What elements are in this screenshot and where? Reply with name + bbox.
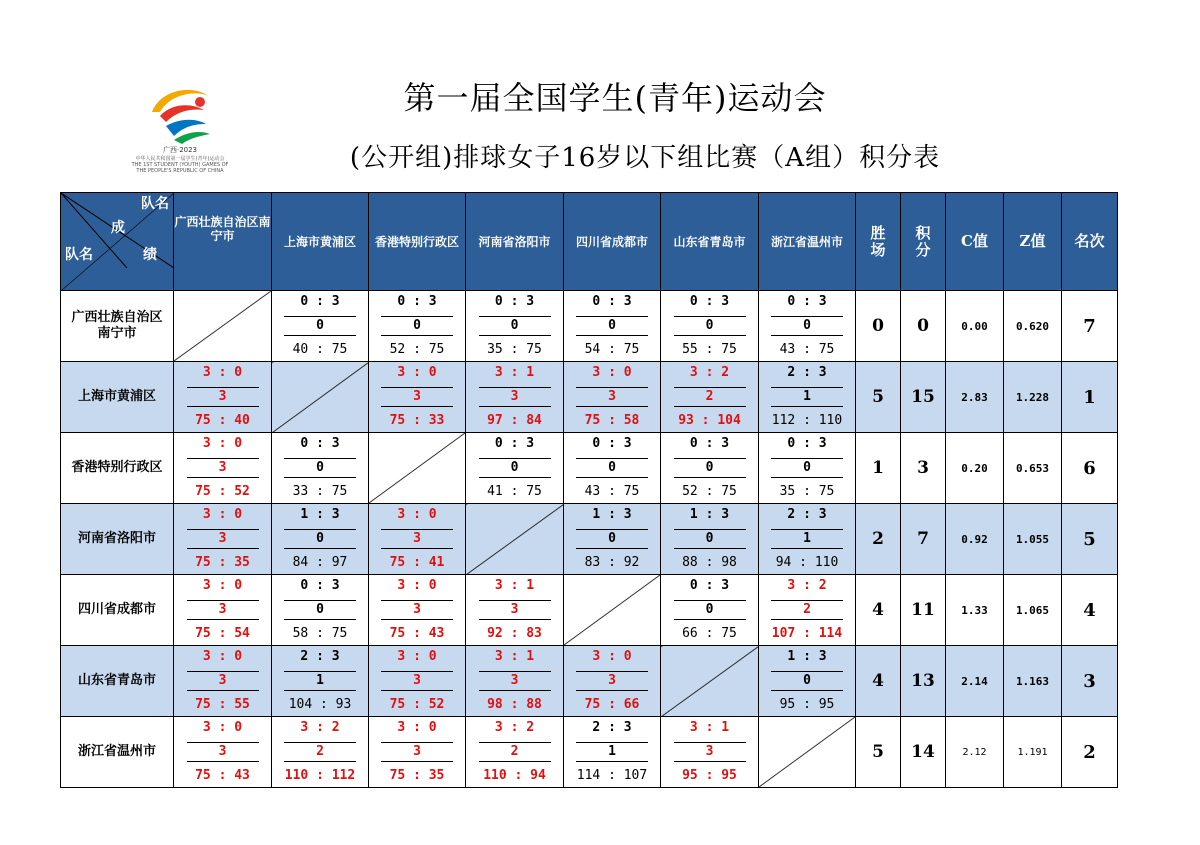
c-value: 0.00	[946, 291, 1004, 362]
match-points: 3	[187, 600, 259, 620]
match-result-cell	[369, 291, 466, 362]
match-points: 3	[187, 458, 259, 478]
row-team-name: 河南省洛阳市	[61, 504, 174, 575]
match-result-cell	[466, 717, 564, 788]
col-header-team-3: 香港特别行政区	[369, 193, 466, 291]
match-result-cell	[466, 646, 564, 717]
match-points: 3	[187, 387, 259, 407]
match-result	[369, 575, 465, 645]
match-result-cell	[759, 575, 856, 646]
match-score: 110 : 94	[483, 768, 546, 783]
match-result	[564, 362, 660, 432]
match-sets: 0 : 3	[300, 578, 340, 593]
c-value: 2.83	[946, 362, 1004, 433]
match-score: 75 : 52	[389, 697, 445, 712]
match-points: 0	[771, 671, 843, 691]
match-points: 0	[284, 316, 356, 336]
points-value: 7	[901, 504, 946, 575]
match-points: 3	[381, 742, 453, 762]
corner-label-middle: 成	[111, 220, 125, 236]
self-match-cell	[174, 291, 272, 362]
match-points: 0	[479, 316, 551, 336]
match-result	[272, 575, 368, 645]
match-score: 55 : 75	[682, 342, 737, 357]
match-score: 75 : 41	[389, 555, 445, 570]
match-points: 0	[576, 458, 648, 478]
match-points: 2	[674, 387, 746, 407]
match-sets: 3 : 2	[300, 720, 340, 735]
match-result	[564, 433, 660, 503]
match-result-cell	[272, 291, 369, 362]
match-points: 2	[284, 742, 356, 762]
match-sets: 0 : 3	[689, 578, 730, 593]
match-points: 3	[479, 600, 551, 620]
match-sets: 3 : 0	[202, 436, 243, 451]
corner-label-team-top: 队名	[141, 196, 169, 212]
match-score: 41 : 75	[487, 484, 542, 499]
match-sets: 3 : 1	[494, 649, 535, 664]
match-result	[174, 646, 271, 716]
match-sets: 0 : 3	[787, 294, 827, 309]
row-team-name: 香港特别行政区	[61, 433, 174, 504]
match-result	[174, 575, 271, 645]
match-score: 66 : 75	[682, 626, 737, 641]
match-result-cell	[759, 291, 856, 362]
wins-value: 4	[856, 646, 901, 717]
match-result-cell	[759, 504, 856, 575]
match-score: 54 : 75	[584, 342, 640, 357]
match-result-cell	[564, 433, 661, 504]
match-score: 92 : 83	[487, 626, 542, 641]
match-result-cell	[369, 646, 466, 717]
match-sets: 3 : 0	[202, 365, 243, 380]
match-sets: 3 : 0	[397, 365, 437, 380]
match-result-cell	[661, 717, 759, 788]
match-result-cell	[369, 575, 466, 646]
match-points: 3	[381, 529, 453, 549]
match-result	[661, 717, 758, 787]
rank-value: 3	[1062, 646, 1118, 717]
self-match-cell	[466, 504, 564, 575]
match-sets: 0 : 3	[689, 294, 730, 309]
match-score: 52 : 75	[389, 342, 445, 357]
match-points: 3	[479, 387, 551, 407]
match-result-cell	[369, 717, 466, 788]
self-match-cell	[759, 717, 856, 788]
match-result	[759, 362, 855, 432]
self-match-cell	[661, 646, 759, 717]
match-result-cell	[272, 646, 369, 717]
z-value: 0.653	[1004, 433, 1062, 504]
match-points: 3	[187, 671, 259, 691]
match-points: 1	[771, 529, 843, 549]
c-value: 0.92	[946, 504, 1004, 575]
match-result	[759, 646, 855, 716]
logo-subcaption-en: THE 1ST STUDENT (YOUTH) GAMES OF THE PEOPLE'S REPUBLIC OF CHINA	[131, 162, 229, 174]
match-result	[466, 291, 563, 361]
match-score: 75 : 33	[389, 413, 445, 428]
match-sets: 3 : 2	[494, 720, 535, 735]
wins-value: 1	[856, 433, 901, 504]
match-score: 83 : 92	[584, 555, 640, 570]
standings-table-wrap	[60, 192, 1118, 788]
match-score: 75 : 58	[584, 413, 640, 428]
match-points: 0	[674, 529, 746, 549]
match-score: 40 : 75	[292, 342, 348, 357]
match-sets: 0 : 3	[300, 294, 340, 309]
match-result	[174, 717, 271, 787]
match-sets: 0 : 3	[300, 436, 340, 451]
match-sets: 2 : 3	[300, 649, 340, 664]
match-score: 52 : 75	[682, 484, 737, 499]
match-sets: 2 : 3	[787, 507, 827, 522]
row-team-name: 山东省青岛市	[61, 646, 174, 717]
match-result-cell	[272, 575, 369, 646]
match-points: 1	[284, 671, 356, 691]
match-points: 3	[187, 742, 259, 762]
match-score: 97 : 84	[487, 413, 542, 428]
col-header-stat-2: 积分	[901, 193, 946, 291]
row-team-name: 广西壮族自治区 南宁市	[61, 291, 174, 362]
match-points: 2	[479, 742, 551, 762]
match-result-cell	[564, 504, 661, 575]
rank-value: 5	[1062, 504, 1118, 575]
match-score: 110 : 112	[284, 768, 356, 783]
rank-value: 1	[1062, 362, 1118, 433]
team-row	[61, 575, 1118, 646]
col-header-stat-3: C值	[946, 193, 1004, 291]
z-value: 1.055	[1004, 504, 1062, 575]
match-result-cell	[661, 433, 759, 504]
col-header-team-7: 浙江省温州市	[759, 193, 856, 291]
match-points: 0	[576, 316, 648, 336]
match-result	[174, 362, 271, 432]
match-score: 75 : 35	[195, 555, 250, 570]
match-sets: 3 : 0	[592, 365, 632, 380]
col-header-team-4: 河南省洛阳市	[466, 193, 564, 291]
wins-value: 5	[856, 362, 901, 433]
match-result	[369, 504, 465, 574]
match-score: 104 : 93	[288, 697, 352, 712]
corner-header	[61, 193, 174, 291]
match-result-cell	[661, 291, 759, 362]
wins-value: 2	[856, 504, 901, 575]
match-score: 75 : 35	[389, 768, 445, 783]
match-sets: 3 : 1	[494, 365, 535, 380]
match-result-cell	[272, 717, 369, 788]
match-result-cell	[369, 504, 466, 575]
match-result	[564, 291, 660, 361]
c-value: 2.14	[946, 646, 1004, 717]
match-points: 0	[674, 316, 746, 336]
match-result-cell	[174, 433, 272, 504]
match-points: 0	[479, 458, 551, 478]
match-sets: 3 : 2	[787, 578, 827, 593]
team-row	[61, 504, 1118, 575]
match-sets: 3 : 0	[397, 578, 437, 593]
match-score: 75 : 43	[389, 626, 445, 641]
match-points: 0	[284, 600, 356, 620]
match-score: 58 : 75	[292, 626, 348, 641]
match-score: 95 : 95	[682, 768, 737, 783]
match-sets: 3 : 2	[689, 365, 730, 380]
match-result-cell	[174, 362, 272, 433]
corner-label-team-left: 队名	[65, 247, 93, 263]
match-result	[759, 575, 855, 645]
z-value: 1.065	[1004, 575, 1062, 646]
match-result-cell	[564, 362, 661, 433]
match-result	[174, 433, 271, 503]
match-points: 3	[187, 529, 259, 549]
match-result-cell	[174, 646, 272, 717]
c-value: 2.12	[946, 717, 1004, 788]
match-sets: 0 : 3	[494, 436, 535, 451]
match-points: 0	[284, 458, 356, 478]
wins-value: 5	[856, 717, 901, 788]
match-score: 43 : 75	[779, 342, 835, 357]
match-result-cell	[661, 504, 759, 575]
match-points: 0	[674, 458, 746, 478]
match-sets: 3 : 0	[202, 720, 243, 735]
match-score: 75 : 43	[195, 768, 250, 783]
match-points: 3	[479, 671, 551, 691]
match-result-cell	[272, 433, 369, 504]
row-team-name: 浙江省温州市	[61, 717, 174, 788]
match-result-cell	[466, 291, 564, 362]
match-result	[174, 504, 271, 574]
points-value: 0	[901, 291, 946, 362]
match-points: 3	[381, 600, 453, 620]
team-row	[61, 362, 1118, 433]
match-result-cell	[564, 717, 661, 788]
points-value: 15	[901, 362, 946, 433]
rank-value: 4	[1062, 575, 1118, 646]
match-result-cell	[564, 291, 661, 362]
match-result	[564, 504, 660, 574]
corner-label-right: 绩	[143, 247, 157, 263]
c-value: 1.33	[946, 575, 1004, 646]
match-result	[272, 646, 368, 716]
match-score: 35 : 75	[779, 484, 835, 499]
match-result	[466, 717, 563, 787]
match-points: 3	[576, 671, 648, 691]
c-value: 0.20	[946, 433, 1004, 504]
match-result	[272, 433, 368, 503]
match-sets: 3 : 0	[202, 578, 243, 593]
match-score: 88 : 98	[682, 555, 737, 570]
rank-value: 6	[1062, 433, 1118, 504]
match-score: 75 : 55	[195, 697, 250, 712]
match-result	[759, 291, 855, 361]
col-header-team-5: 四川省成都市	[564, 193, 661, 291]
match-points: 0	[576, 529, 648, 549]
standings-body	[61, 291, 1118, 788]
match-result	[661, 362, 758, 432]
match-points: 0	[381, 316, 453, 336]
match-points: 0	[674, 600, 746, 620]
z-value: 0.620	[1004, 291, 1062, 362]
match-score: 75 : 52	[195, 484, 250, 499]
z-value: 1.163	[1004, 646, 1062, 717]
match-points: 1	[576, 742, 648, 762]
match-score: 107 : 114	[771, 626, 843, 641]
match-result-cell	[466, 433, 564, 504]
page-title: 第一届全国学生(青年)运动会	[403, 79, 827, 117]
match-score: 112 : 110	[771, 413, 843, 428]
match-result	[759, 504, 855, 574]
col-header-stat-1: 胜场	[856, 193, 901, 291]
match-points: 3	[576, 387, 648, 407]
match-sets: 3 : 0	[397, 507, 437, 522]
match-sets: 3 : 0	[592, 649, 632, 664]
match-result	[466, 362, 563, 432]
match-points: 0	[771, 458, 843, 478]
match-score: 75 : 54	[195, 626, 250, 641]
points-value: 14	[901, 717, 946, 788]
match-score: 43 : 75	[584, 484, 640, 499]
points-value: 11	[901, 575, 946, 646]
standings-table	[60, 192, 1118, 788]
match-result-cell	[759, 646, 856, 717]
match-result	[661, 291, 758, 361]
match-score: 33 : 75	[292, 484, 348, 499]
match-result-cell	[759, 362, 856, 433]
match-result-cell	[661, 362, 759, 433]
match-sets: 3 : 1	[689, 720, 730, 735]
match-sets: 0 : 3	[592, 294, 632, 309]
match-sets: 1 : 3	[592, 507, 632, 522]
match-score: 94 : 110	[775, 555, 839, 570]
match-result-cell	[466, 575, 564, 646]
row-team-name: 四川省成都市	[61, 575, 174, 646]
logo-caption: 广西·2023	[162, 146, 198, 154]
match-result	[759, 433, 855, 503]
self-match-cell	[369, 433, 466, 504]
col-header-stat-5: 名次	[1062, 193, 1118, 291]
team-row	[61, 717, 1118, 788]
points-value: 3	[901, 433, 946, 504]
row-team-name: 上海市黄浦区	[61, 362, 174, 433]
team-row	[61, 646, 1118, 717]
page-subtitle: (公开组)排球女子16岁以下组比赛（A组）积分表	[349, 143, 941, 173]
match-result	[564, 646, 660, 716]
match-score: 114 : 107	[576, 768, 648, 783]
match-sets: 1 : 3	[787, 649, 827, 664]
match-score: 75 : 40	[195, 413, 250, 428]
match-sets: 3 : 1	[494, 578, 535, 593]
match-score: 84 : 97	[292, 555, 348, 570]
match-sets: 0 : 3	[787, 436, 827, 451]
match-result	[466, 646, 563, 716]
match-sets: 3 : 0	[202, 649, 243, 664]
match-result-cell	[564, 646, 661, 717]
match-sets: 0 : 3	[494, 294, 535, 309]
col-header-team-1: 广西壮族自治区南宁市	[174, 193, 272, 291]
match-score: 75 : 66	[584, 697, 640, 712]
match-result	[564, 717, 660, 787]
wins-value: 4	[856, 575, 901, 646]
match-sets: 0 : 3	[592, 436, 632, 451]
match-score: 35 : 75	[487, 342, 542, 357]
z-value: 1.228	[1004, 362, 1062, 433]
match-score: 98 : 88	[487, 697, 542, 712]
match-score: 93 : 104	[678, 413, 741, 428]
match-score: 95 : 95	[779, 697, 835, 712]
match-sets: 2 : 3	[592, 720, 632, 735]
match-result	[369, 646, 465, 716]
match-result-cell	[174, 575, 272, 646]
match-sets: 1 : 3	[689, 507, 730, 522]
match-result-cell	[174, 504, 272, 575]
team-row	[61, 433, 1118, 504]
match-result-cell	[272, 504, 369, 575]
match-result-cell	[759, 433, 856, 504]
match-result	[369, 291, 465, 361]
match-result	[661, 433, 758, 503]
match-result-cell	[466, 362, 564, 433]
match-sets: 2 : 3	[787, 365, 827, 380]
match-sets: 3 : 0	[397, 720, 437, 735]
match-result-cell	[661, 575, 759, 646]
match-points: 3	[381, 387, 453, 407]
rank-value: 2	[1062, 717, 1118, 788]
match-result	[661, 575, 758, 645]
match-result	[272, 291, 368, 361]
match-result	[661, 504, 758, 574]
team-row	[61, 291, 1118, 362]
z-value: 1.191	[1004, 717, 1062, 788]
self-match-cell	[564, 575, 661, 646]
match-result-cell	[369, 362, 466, 433]
match-points: 1	[771, 387, 843, 407]
wins-value: 0	[856, 291, 901, 362]
match-points: 0	[284, 529, 356, 549]
col-header-team-2: 上海市黄浦区	[272, 193, 369, 291]
match-sets: 1 : 3	[300, 507, 340, 522]
match-sets: 3 : 0	[397, 649, 437, 664]
match-result	[369, 362, 465, 432]
match-result	[272, 504, 368, 574]
col-header-team-6: 山东省青岛市	[661, 193, 759, 291]
rank-value: 7	[1062, 291, 1118, 362]
match-points: 0	[771, 316, 843, 336]
match-sets: 3 : 0	[202, 507, 243, 522]
self-match-cell	[272, 362, 369, 433]
match-result	[466, 575, 563, 645]
match-sets: 0 : 3	[397, 294, 437, 309]
match-points: 3	[381, 671, 453, 691]
match-result	[272, 717, 368, 787]
match-result	[466, 433, 563, 503]
match-points: 3	[674, 742, 746, 762]
match-result	[369, 717, 465, 787]
header-row	[61, 193, 1118, 291]
match-points: 2	[771, 600, 843, 620]
points-value: 13	[901, 646, 946, 717]
logo-subcaption-cn: 中华人民共和国第一届学生(青年)运动会	[135, 156, 225, 162]
col-header-stat-4: Z值	[1004, 193, 1062, 291]
match-sets: 0 : 3	[689, 436, 730, 451]
match-result-cell	[174, 717, 272, 788]
